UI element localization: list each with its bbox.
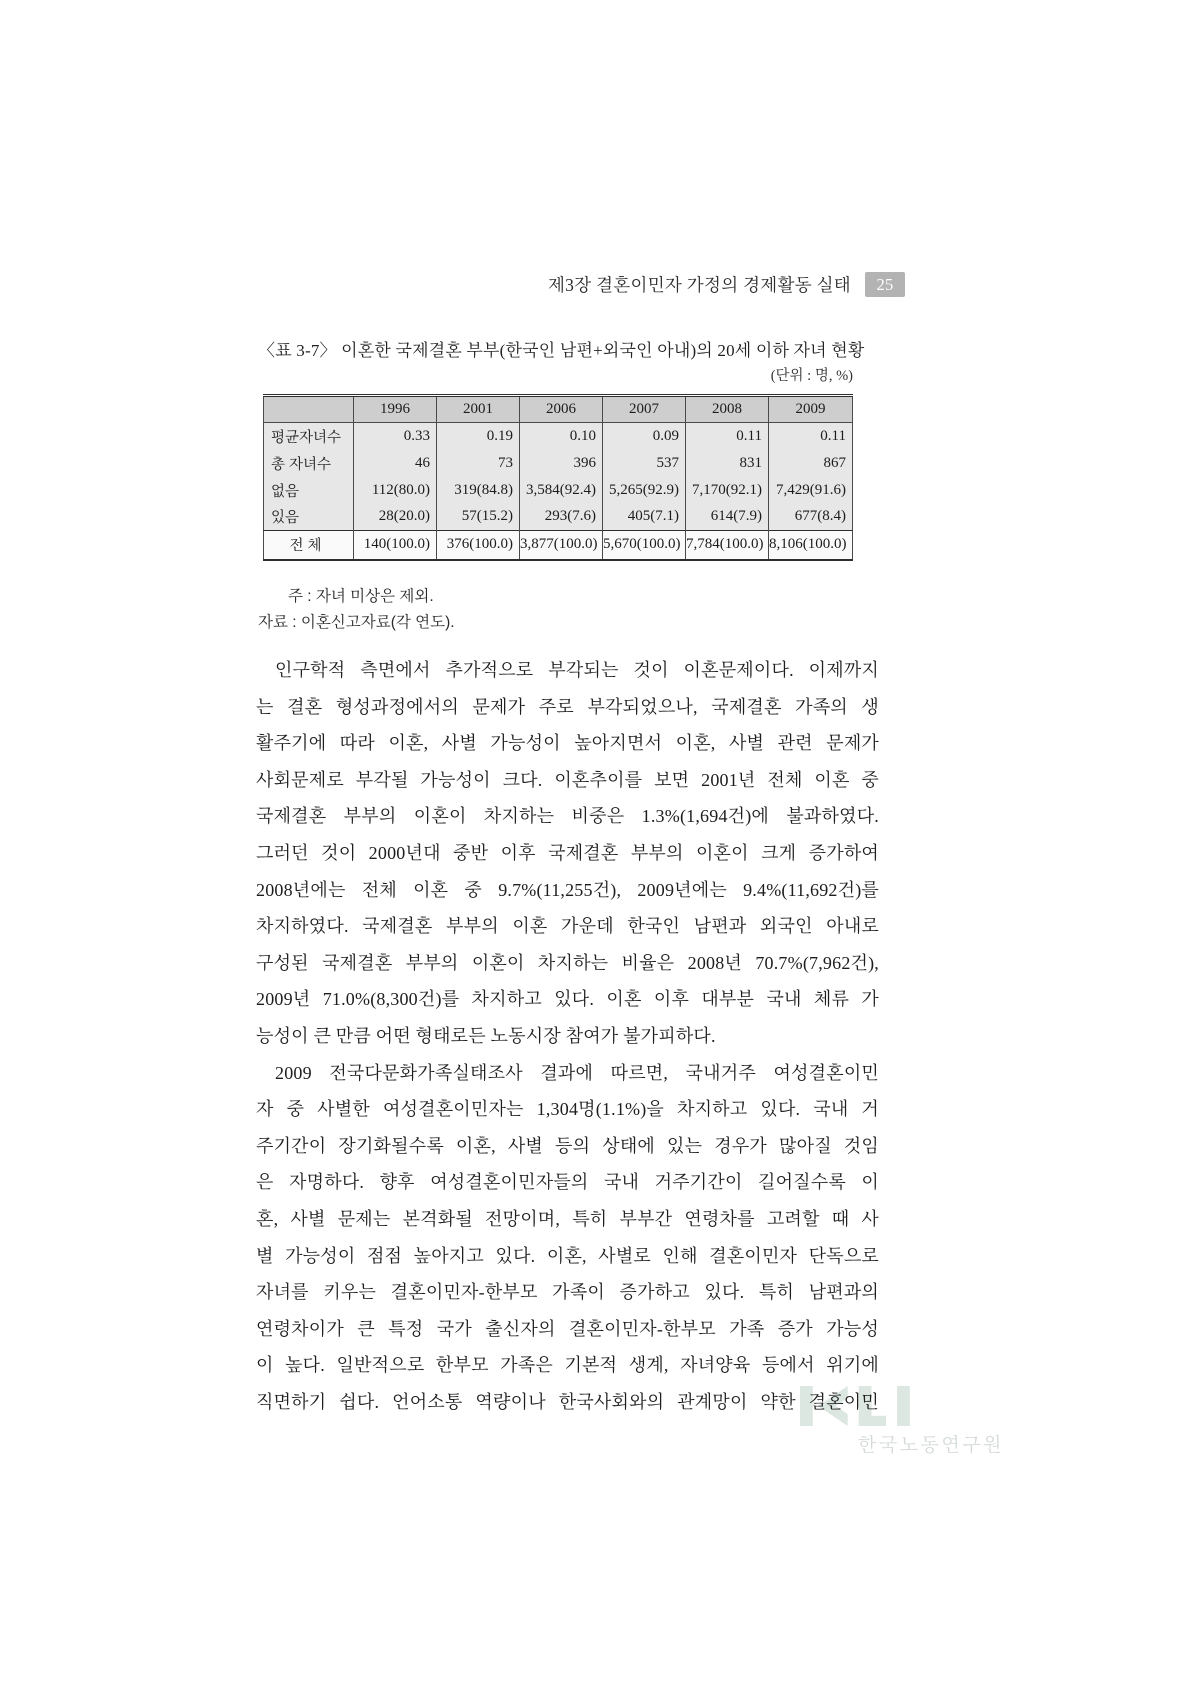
body-line: 2008년에는 전체 이혼 중 9.7%(11,255건), 2009년에는 9.4%(11,692건)를 <box>256 879 879 900</box>
body-line: 직면하기 쉽다. 언어소통 역량이나 한국사회와의 관계망이 약한 결혼이민 <box>256 1391 879 1412</box>
body-line: 그러던 것이 2000년대 중반 이후 국제결혼 부부의 이혼이 크게 증가하여 <box>256 842 879 863</box>
table-cell: 5,265(92.9) <box>603 477 686 504</box>
table-cell: 0.11 <box>769 423 853 450</box>
column-header-year: 2006 <box>520 396 603 423</box>
table-cell: 293(7.6) <box>520 504 603 531</box>
table-cell: 46 <box>354 450 437 477</box>
body-line: 능성이 큰 만큼 어떤 형태로든 노동시장 참여가 불가피하다. <box>256 1025 716 1046</box>
kli-org-name: 한국노동연구원 <box>858 1435 1004 1456</box>
body-line: 자 중 사별한 여성결혼이민자는 1,304명(1.1%)을 차지하고 있다. 국내 거 <box>256 1099 879 1120</box>
body-line: 2009년 71.0%(8,300건)를 차지하고 있다. 이혼 이후 대부분 국내 체류 가 <box>256 989 879 1010</box>
body-line: 는 결혼 형성과정에서의 문제가 주로 부각되었으나, 국제결혼 가족의 생 <box>256 696 879 717</box>
page-number-badge: 25 <box>865 272 905 297</box>
body-line: 구성된 국제결혼 부부의 이혼이 차지하는 비율은 2008년 70.7%(7,962건), <box>256 952 879 973</box>
row-label: 평균자녀수 <box>264 423 354 450</box>
table-cell: 614(7.9) <box>686 504 769 531</box>
body-line: 주기간이 장기화될수록 이혼, 사별 등의 상태에 있는 경우가 많아질 것임 <box>256 1135 879 1156</box>
body-line: 연령차이가 큰 특정 국가 출신자의 결혼이민자-한부모 가족 증가 가능성 <box>256 1318 879 1339</box>
body-line: 차지하였다. 국제결혼 부부의 이혼 가운데 한국인 남편과 외국인 아내로 <box>256 916 879 937</box>
row-label: 총 자녀수 <box>264 450 354 477</box>
table-cell: 5,670(100.0) <box>603 531 686 560</box>
table-cell: 73 <box>437 450 520 477</box>
table-cell: 140(100.0) <box>354 531 437 560</box>
page-header <box>255 272 905 297</box>
table-cell: 537 <box>603 450 686 477</box>
table-cell: 3,584(92.4) <box>520 477 603 504</box>
table-cell: 7,170(92.1) <box>686 477 769 504</box>
table-cell: 0.19 <box>437 423 520 450</box>
body-line: 2009 전국다문화가족실태조사 결과에 따르면, 국내거주 여성결혼이민 <box>275 1062 879 1083</box>
body-text <box>256 652 879 1420</box>
table-note: 주 : 자녀 미상은 제외. <box>288 588 434 605</box>
column-header-year: 2001 <box>437 396 520 423</box>
table-cell: 7,784(100.0) <box>686 531 769 560</box>
body-line: 국제결혼 부부의 이혼이 차지하는 비중은 1.3%(1,694건)에 불과하였다. <box>256 806 879 827</box>
body-line: 은 자명하다. 향후 여성결혼이민자들의 국내 거주기간이 길어질수록 이 <box>256 1172 879 1193</box>
row-label: 없음 <box>264 477 354 504</box>
table-cell: 405(7.1) <box>603 504 686 531</box>
body-line: 혼, 사별 문제는 본격화될 전망이며, 특히 부부간 연령차를 고려할 때 사 <box>256 1208 879 1229</box>
table-cell: 8,106(100.0) <box>769 531 853 560</box>
table-corner-cell <box>264 396 354 423</box>
row-label-total: 전 체 <box>264 531 354 560</box>
body-line: 인구학적 측면에서 추가적으로 부각되는 것이 이혼문제이다. 이제까지 <box>275 660 879 680</box>
table-row <box>264 450 853 477</box>
table-unit-note: (단위 : 명, %) <box>770 368 853 384</box>
column-header-year: 2007 <box>603 396 686 423</box>
body-line: 활주기에 따라 이혼, 사별 가능성이 높아지면서 이혼, 사별 관련 문제가 <box>256 733 879 754</box>
body-line: 이 높다. 일반적으로 한부모 가족은 기본적 생계, 자녀양육 등에서 위기에 <box>256 1355 879 1376</box>
table-row <box>264 504 853 531</box>
column-header-year: 2008 <box>686 396 769 423</box>
table-cell: 0.11 <box>686 423 769 450</box>
table-total-row <box>264 531 853 560</box>
table-cell: 28(20.0) <box>354 504 437 531</box>
table-header-row <box>264 396 853 423</box>
table-cell: 677(8.4) <box>769 504 853 531</box>
table-cell: 867 <box>769 450 853 477</box>
children-status-table <box>263 394 853 561</box>
table-cell: 0.09 <box>603 423 686 450</box>
column-header-year: 2009 <box>769 396 853 423</box>
table-cell: 831 <box>686 450 769 477</box>
table-cell: 376(100.0) <box>437 531 520 560</box>
table-cell: 112(80.0) <box>354 477 437 504</box>
body-line: 자녀를 키우는 결혼이민자-한부모 가족이 증가하고 있다. 특히 남편과의 <box>256 1282 879 1303</box>
body-line: 별 가능성이 점점 높아지고 있다. 이혼, 사별로 인해 결혼이민자 단독으로 <box>256 1245 879 1266</box>
table-row <box>264 423 853 450</box>
table-cell: 7,429(91.6) <box>769 477 853 504</box>
row-label: 있음 <box>264 504 354 531</box>
chapter-title: 제3장 결혼이민자 가정의 경제활동 실태 <box>547 275 851 295</box>
table-caption: 〈표 3-7〉 이혼한 국제결혼 부부(한국인 남편+외국인 아내)의 20세 이하 자녀 현황 <box>258 341 865 360</box>
body-line: 사회문제로 부각될 가능성이 크다. 이혼추이를 보면 2001년 전체 이혼 중 <box>256 769 879 790</box>
table-cell: 0.10 <box>520 423 603 450</box>
table-cell: 3,877(100.0) <box>520 531 603 560</box>
table-cell: 319(84.8) <box>437 477 520 504</box>
table-cell: 0.33 <box>354 423 437 450</box>
table-cell: 396 <box>520 450 603 477</box>
table-source: 자료 : 이혼신고자료(각 연도). <box>258 614 455 631</box>
table-cell: 57(15.2) <box>437 504 520 531</box>
table-row <box>264 477 853 504</box>
column-header-year: 1996 <box>354 396 437 423</box>
